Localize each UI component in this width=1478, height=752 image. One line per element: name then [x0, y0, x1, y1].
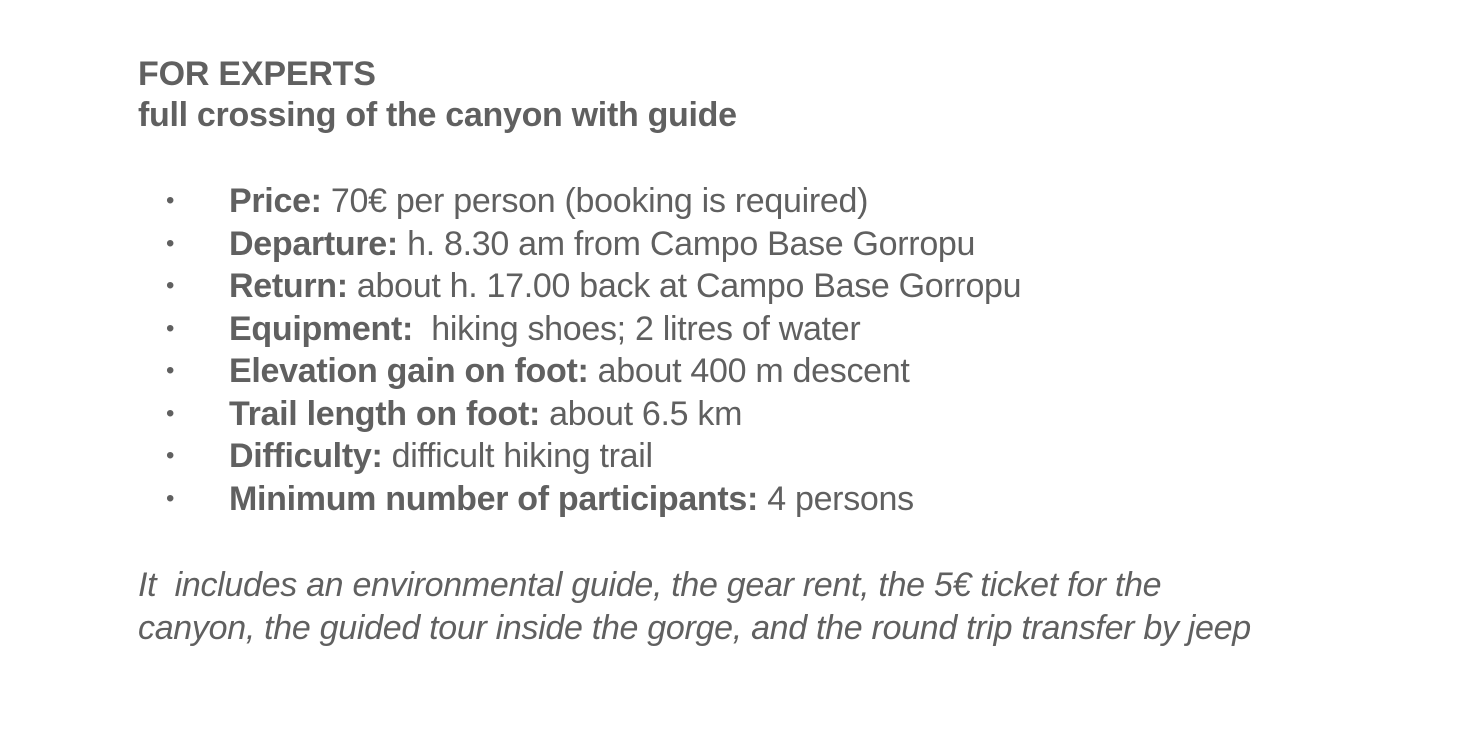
inclusions-note-line-2: canyon, the guided tour inside the gorge, and the round trip transfer by jeep	[138, 608, 1251, 647]
bullet-icon: •	[166, 187, 175, 214]
bullet-icon: •	[166, 314, 175, 342]
detail-label: Elevation gain on foot:	[229, 352, 589, 390]
detail-value: 4 persons	[758, 479, 914, 518]
detail-value: difficult hiking trail	[382, 437, 653, 475]
detail-value: 70€ per person (booking is required)	[321, 182, 869, 220]
bullet-icon: •	[166, 399, 175, 427]
detail-value: about 6.5 km	[540, 394, 743, 433]
detail-value: hiking shoes; 2 litres of water	[412, 309, 861, 348]
detail-label: Difficulty:	[229, 437, 383, 475]
detail-label: Minimum number of participants:	[229, 479, 759, 518]
detail-label: Equipment:	[229, 309, 413, 348]
page-subtitle: full crossing of the canyon with guide	[138, 96, 737, 134]
detail-label: Departure:	[229, 224, 398, 263]
list-item-departure	[138, 223, 1438, 266]
bullet-icon: •	[166, 484, 175, 512]
bullet-icon: •	[166, 272, 175, 299]
detail-value: h. 8.30 am from Campo Base Gorropu	[397, 224, 976, 263]
list-item-equipment	[138, 308, 1438, 351]
list-item-return	[138, 265, 1438, 308]
detail-label: Return:	[229, 267, 348, 305]
detail-value: about h. 17.00 back at Campo Base Gorropu	[347, 267, 1022, 305]
inclusions-note	[138, 564, 1438, 649]
detail-label: Price:	[229, 182, 322, 220]
details-list	[138, 180, 1438, 520]
inclusions-note-line-1: It includes an environmental guide, the gear rent, the 5€ ticket for the	[138, 566, 1162, 604]
detail-value: about 400 m descent	[588, 352, 910, 390]
document-body	[138, 54, 1438, 649]
page-title: FOR EXPERTS	[138, 55, 376, 93]
list-item-difficulty	[138, 435, 1438, 478]
list-item-participants	[138, 478, 1438, 521]
bullet-icon: •	[166, 357, 175, 384]
bullet-icon: •	[166, 229, 175, 257]
bullet-icon: •	[166, 442, 175, 469]
list-item-trail-length	[138, 393, 1438, 436]
list-item-price	[138, 180, 1438, 223]
detail-label: Trail length on foot:	[229, 394, 540, 433]
list-item-elevation	[138, 350, 1438, 393]
